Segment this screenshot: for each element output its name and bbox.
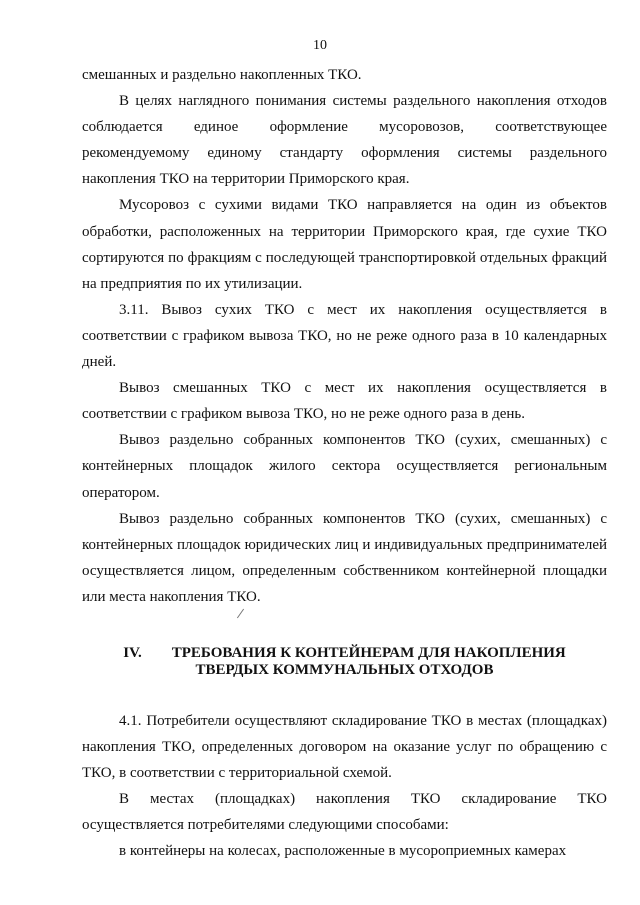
paragraph: Вывоз раздельно собранных компонентов ТКО (сухих, смешанных) с контейнерных площадок жилого сектора осуществляется региональным оператором. [82,432,607,501]
paragraphs-top [82,62,607,610]
paragraph: В местах (площадках) накопления ТКО складирование ТКО осуществляется потребителями следующими способами: [82,791,607,834]
section-title-line1: ТРЕБОВАНИЯ К КОНТЕЙНЕРАМ ДЛЯ НАКОПЛЕНИЯ [171,644,566,661]
page-number: 10 [313,38,327,53]
paragraph: в контейнеры на колесах, расположенные в мусороприемных камерах [119,843,567,860]
section-heading [82,645,607,679]
document-body [82,62,607,865]
paragraph: В целях наглядного понимания системы раздельного накопления отходов соблюдается единое оформление мусоровозов, соответствующее рекомендуемому единому стандарту оформления системы раздельного накопления ТКО на территории Приморского края. [82,93,607,188]
paragraph: 4.1. Потребители осуществляют складирование ТКО в местах (площадках) накопления ТКО, определенных договором на оказание услуг по обращению с ТКО, в соответствии с территориальной схемой. [82,712,607,782]
paragraph: Мусоровоз с сухими видами ТКО направляется на один из объектов обработки, расположенных на территории Приморского края, где сухие ТКО сортируются по фракциям с последующей транспортировкой отдельных фракций на предприятия по их утилизации. [82,197,607,292]
paragraph: Вывоз смешанных ТКО с мест их накопления осуществляется в соответствии с графиком вывоза ТКО, но не реже одного раза в день. [82,380,607,423]
paragraph: смешанных и раздельно накопленных ТКО. [82,67,362,83]
paragraphs-bottom [82,708,607,865]
paragraph: 3.11. Вывоз сухих ТКО с мест их накопления осуществляется в соответствии с графиком вывоза ТКО, но не реже одного раза в 10 календарных дней. [82,301,607,371]
section-title-line2: ТВЕРДЫХ КОММУНАЛЬНЫХ ОТХОДОВ [195,661,494,678]
section-number: IV. [123,644,142,661]
paragraph: Вывоз раздельно собранных компонентов ТКО (сухих, смешанных) с контейнерных площадок юридических лиц и индивидуальных предпринимателей осуществляется лицом, определенным собственником контейнерной площадки или места накопления ТКО. [82,510,607,605]
